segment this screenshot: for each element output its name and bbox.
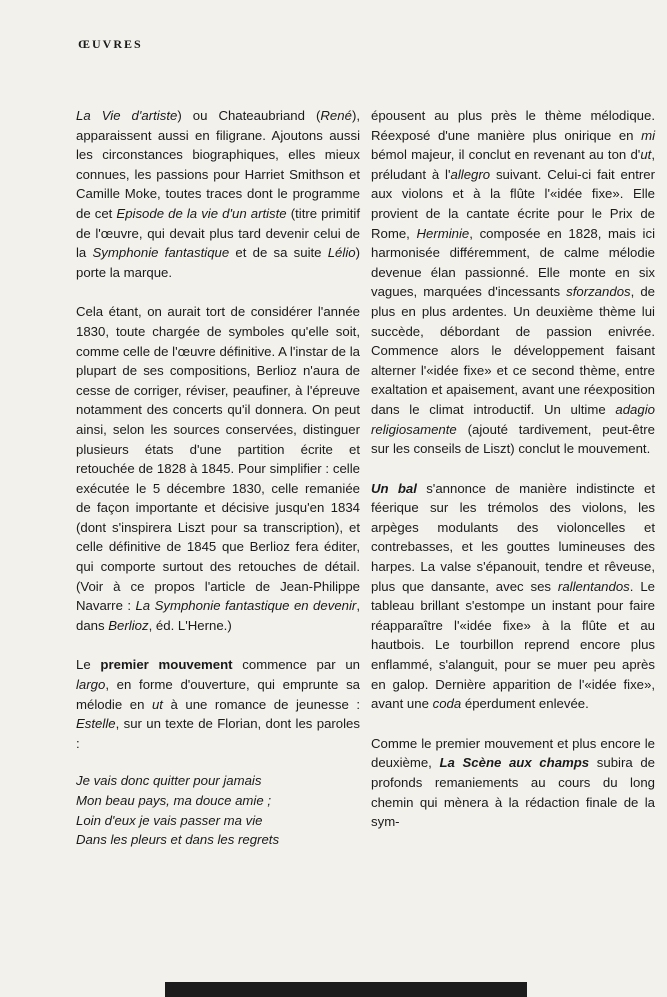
term-ut: ut	[151, 696, 163, 712]
term-allegro: allegro	[450, 166, 491, 182]
text-span: , composée en 1828, mais ici harmonisée différemment, de calme mélodie devenue élan passionné. Elle monte en six vagues, marquées d'incessants	[371, 225, 655, 300]
right-column	[371, 106, 655, 852]
title-symphonie: Symphonie fantastique	[92, 245, 230, 261]
text-span: , sur un texte de Florian, dont les paroles :	[76, 716, 360, 751]
text-span: ) porte la marque.	[76, 245, 360, 280]
title-lelio: Lélio	[327, 245, 356, 261]
title-rene: René	[320, 108, 352, 123]
text-span: , dans	[76, 598, 360, 633]
text-span: s'annonce de manière indistincte et féerique sur les trémolos des violons, les arpèges modulants des violoncelles et contrebasses, et les gouttes lumineuses des harpes. La valse s'épanouit, tendre et rêveuse, plus que dansante, avec ses	[371, 480, 656, 594]
poem-line: Mon beau pays, ma douce amie ;	[76, 793, 271, 808]
text-span: ), apparaissent aussi en filigrane. Ajoutons aussi les circonstances biographiques, elles mieux connues, les passions pour Harriet Smithson et Camille Moke, toutes traces dont le programme de cet	[76, 108, 360, 221]
scan-edge-bar	[0, 982, 667, 997]
title-vie-artiste: La Vie d'artiste	[76, 108, 178, 123]
text-span: suivant. Celui-ci fait entrer aux violons et à la flûte l'«idée fixe». Elle provient de la cantate écrite pour le Prix de Rome,	[371, 166, 655, 241]
poem-quote	[76, 771, 360, 849]
poem-line: Loin d'eux je vais passer ma vie	[76, 812, 263, 828]
text-span: commence par un	[232, 657, 361, 673]
text-span: , en forme d'ouverture, qui emprunte sa mélodie en	[76, 677, 360, 712]
title-article: La Symphonie fantastique en devenir	[135, 598, 357, 614]
paragraph-scene-champs	[371, 734, 655, 832]
term-premier-mouvement: premier mouvement	[100, 657, 233, 673]
scan-edge-left	[0, 982, 165, 997]
text-span: , préludant à l'	[371, 147, 655, 182]
paragraph-allegro	[371, 106, 655, 459]
text-span: éperdument enlevée.	[461, 696, 589, 712]
poem-line: Je vais donc quitter pour jamais	[76, 773, 262, 789]
poem-line: Dans les pleurs et dans les regrets	[76, 832, 280, 848]
term-rallentandos: rallentandos	[557, 578, 630, 594]
text-span: subira de profonds remaniements au cours du long chemin qui mènera à la rédaction finale de la sym-	[371, 755, 655, 830]
text-span: . Le tableau brillant s'estompe un instant pour faire réapparaître l'«idée fixe» à la flûte et au hautbois. Le tourbillon reprend encore plus enflammé, s'alanguit, pour se muer peu après en galop. Dernière apparition de l'«idée fixe», avant une	[371, 578, 655, 712]
paragraph-un-bal	[371, 479, 655, 714]
scan-edge-right	[527, 982, 667, 997]
text-span: ) ou Chateaubriand (	[177, 108, 321, 123]
text-span: Le	[76, 657, 101, 673]
text-span: , de plus en plus ardentes. Un deuxième thème lui succède, débordant de passion enivrée. Commence alors le développement faisant alterner l'«idée fixe» et ce second thème, entre exaltation et apaisement, avant une réexposition dans le climat introductif. Un ultime	[371, 284, 655, 417]
term-ut: ut	[640, 147, 652, 163]
text-span: Comme le premier mouvement et plus encore le deuxième,	[371, 735, 655, 771]
text-span: à une romance de jeunesse :	[162, 696, 360, 712]
paragraph-premier-mouvement	[76, 655, 360, 753]
title-estelle: Estelle	[76, 716, 116, 732]
term-adagio: adagio religiosamente	[371, 401, 655, 437]
text-span: et de sa suite	[229, 245, 328, 261]
term-largo: largo	[76, 677, 106, 693]
text-span: , éd. L'Herne.)	[148, 617, 232, 633]
term-scene-aux-champs: La Scène aux champs	[439, 755, 590, 771]
text-span: épousent au plus près le thème mélodique. Réexposé d'une manière plus onirique en	[371, 108, 655, 143]
paragraph-intro	[76, 106, 360, 282]
paragraph-versions	[76, 302, 360, 635]
text-span: Cela étant, on aurait tort de considérer l'année 1830, toute chargée de symboles qu'elle soit, comme celle de l'œuvre définitive. A l'instar de la plupart de ses compositions, Berlioz n'aura de cesse de corriger, réviser, peaufiner, à l'épreuve notamment des concerts qu'il donnera. On peut ainsi, selon les sources conservées, distinguer plusieurs états d'une partition écrite et retouchée de 1828 à 1845. Pour simplifier : celle exécutée le 5 décembre 1830, celle remaniée de façon importante et décisive jusqu'en 1834 (dont s'inspirera Liszt pour sa transcription), et celle définitive de 1845 que Berlioz fera éditer, qui comporte surtout des retouches de détail. (Voir à ce propos l'article de Jean-Philippe Navarre :	[76, 304, 360, 614]
term-coda: coda	[432, 696, 462, 712]
text-span: (titre primitif de l'œuvre, qui devait plus tard devenir celui de la	[76, 205, 361, 261]
title-episode: Episode de la vie d'un artiste	[116, 205, 287, 221]
running-header: ŒUVRES	[78, 37, 143, 51]
term-mi: mi	[641, 127, 655, 143]
title-herminie: Herminie	[416, 225, 470, 241]
left-column	[76, 106, 360, 850]
text-span: bémol majeur, il conclut en revenant au ton d'	[371, 147, 641, 163]
term-sforzandos: sforzandos	[566, 284, 631, 300]
title-berlioz: Berlioz	[108, 617, 149, 633]
term-un-bal: Un bal	[371, 480, 417, 496]
text-span: (ajouté tardivement, peut-être sur les conseils de Liszt) conclut le mouvement.	[371, 421, 655, 457]
